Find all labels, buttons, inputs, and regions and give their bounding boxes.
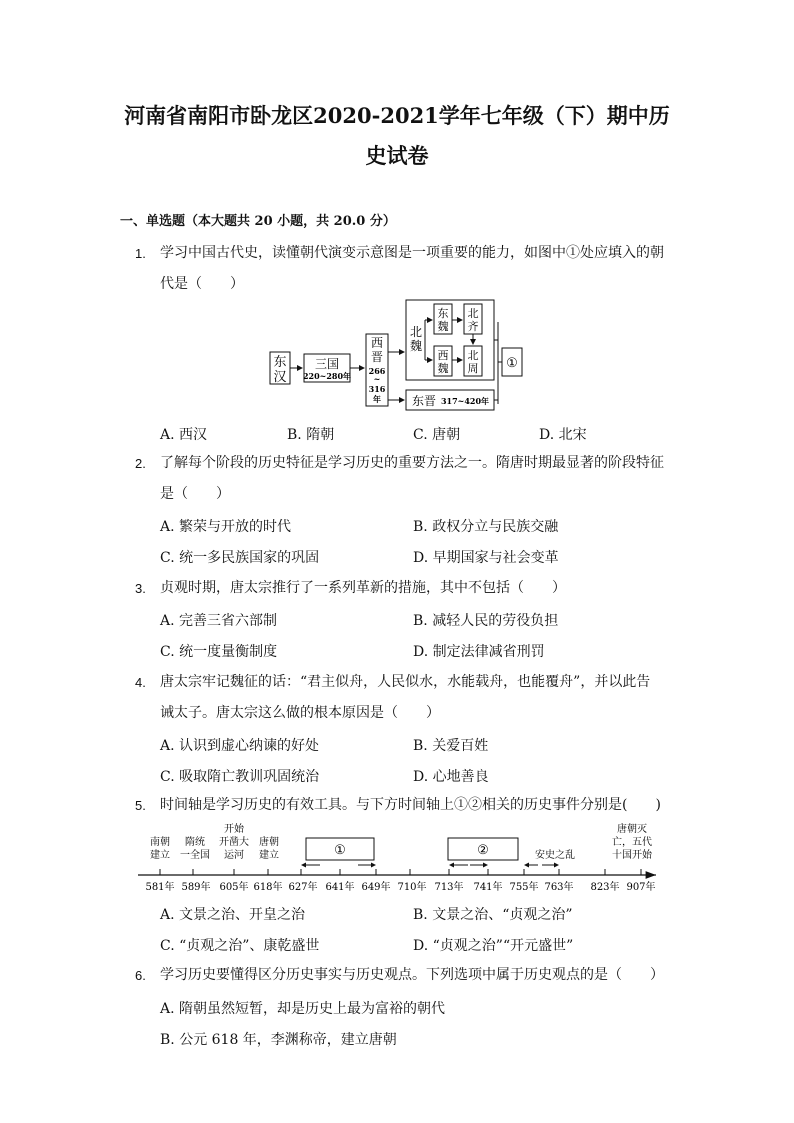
event-canal-2: 开凿大 xyxy=(219,837,249,848)
question-3-text-line-1: 贞观时期，唐太宗推行了一系列革新的措施，其中不包括（ ） xyxy=(160,580,566,596)
question-6-number: 6. xyxy=(135,968,146,983)
timeline-diagram xyxy=(138,820,662,896)
event-tang-2: 建立 xyxy=(259,850,279,861)
sanguo-years: 220~280年 xyxy=(302,371,352,381)
question-1-option-a[interactable]: A. 西汉 xyxy=(160,427,208,443)
question-3-option-d[interactable]: D. 制定法律减省刑罚 xyxy=(413,644,545,660)
question-5-text-line-1: 时间轴是学习历史的有效工具。与下方时间轴上①②相关的历史事件分别是( ) xyxy=(160,797,661,813)
question-2-text-line-2: 是（ ） xyxy=(160,486,230,502)
year-label: 589年 xyxy=(181,882,211,893)
question-2-number: 2. xyxy=(135,456,146,471)
section-heading: 一、单选题（本大题共 20 小题，共 20.0 分） xyxy=(120,214,396,229)
year-label: 763年 xyxy=(544,882,574,893)
event-suitong-2: 一全国 xyxy=(180,850,210,861)
year-label: 823年 xyxy=(590,882,620,893)
xijin-y2: ~ xyxy=(373,374,381,384)
year-label: 627年 xyxy=(288,882,318,893)
exam-title-line-1: 河南省南阳市卧龙区2020-2021学年七年级（下）期中历 xyxy=(124,103,670,128)
exam-title-line-2: 史试卷 xyxy=(365,143,429,168)
year-label: 755年 xyxy=(509,882,539,893)
question-6-option-a[interactable]: A. 隋朝虽然短暂，却是历史上最为富裕的朝代 xyxy=(160,1001,446,1017)
target-label: ① xyxy=(506,356,518,371)
event-tang-1: 唐朝 xyxy=(259,837,279,848)
question-1-text-line-2: 代是（ ） xyxy=(160,276,244,292)
beizhou-1: 北 xyxy=(467,349,479,362)
question-1-option-c[interactable]: C. 唐朝 xyxy=(413,427,461,443)
beiqi-1: 北 xyxy=(467,307,479,320)
year-label: 581年 xyxy=(145,882,175,893)
question-2-option-b[interactable]: B. 政权分立与民族交融 xyxy=(413,519,559,535)
year-label: 741年 xyxy=(473,882,503,893)
question-2-option-a[interactable]: A. 繁荣与开放的时代 xyxy=(160,519,292,535)
xiwei-1: 西 xyxy=(437,349,449,362)
beiwei-2: 魏 xyxy=(409,339,423,353)
event-canal-1: 开始 xyxy=(224,824,244,835)
question-2-text-line-1: 了解每个阶段的历史特征是学习历史的重要方法之一。隋唐时期最显著的阶段特征 xyxy=(160,455,664,471)
beizhou-2: 周 xyxy=(467,362,479,375)
year-label: 713年 xyxy=(434,882,464,893)
year-label: 907年 xyxy=(626,882,656,893)
year-label: 641年 xyxy=(325,882,355,893)
xijin-y4: 年 xyxy=(373,394,381,404)
dongjin-label: 东晋 xyxy=(411,394,437,408)
question-2-option-d[interactable]: D. 早期国家与社会变革 xyxy=(413,550,559,566)
event-canal-3: 运河 xyxy=(224,850,244,861)
event-anshi: 安史之乱 xyxy=(535,850,575,861)
timeline-box-1-label: ① xyxy=(334,843,346,858)
event-tangend-3: 十国开始 xyxy=(612,850,652,861)
donghan-1: 东 xyxy=(273,355,287,370)
timeline-box-2-label: ② xyxy=(477,843,489,858)
event-tangend-1: 唐朝灭 xyxy=(617,824,647,835)
question-1-text-line-1: 学习中国古代史，读懂朝代演变示意图是一项重要的能力，如图中①处应填入的朝 xyxy=(160,245,664,261)
question-4-option-a[interactable]: A. 认识到虚心纳谏的好处 xyxy=(160,738,320,754)
question-2-option-c[interactable]: C. 统一多民族国家的巩固 xyxy=(160,550,320,566)
question-4-text-line-1: 唐太宗牢记魏征的话：“君主似舟，人民似水，水能载舟，也能覆舟”，并以此告 xyxy=(160,674,651,690)
event-suitong-1: 隋统 xyxy=(185,837,205,848)
beiwei-1: 北 xyxy=(409,325,423,339)
question-5-number: 5. xyxy=(135,798,146,813)
question-6-option-b[interactable]: B. 公元 618 年，李渊称帝，建立唐朝 xyxy=(160,1032,397,1048)
xijin-1: 西 xyxy=(370,336,384,350)
question-3-number: 3. xyxy=(135,581,146,596)
xiwei-2: 魏 xyxy=(437,362,449,375)
question-1-option-b[interactable]: B. 隋朝 xyxy=(287,427,335,443)
event-nanchao-2: 建立 xyxy=(150,850,170,861)
question-4-number: 4. xyxy=(135,675,146,690)
xijin-y1: 266 xyxy=(368,366,386,376)
xijin-y3: 316 xyxy=(368,384,386,394)
question-5-option-a[interactable]: A. 文景之治、开皇之治 xyxy=(160,907,306,923)
donghan-2: 汉 xyxy=(273,370,287,385)
question-3-option-c[interactable]: C. 统一度量衡制度 xyxy=(160,644,278,660)
question-4-option-b[interactable]: B. 关爱百姓 xyxy=(413,738,489,754)
dongwei-2: 魏 xyxy=(437,320,449,333)
event-tangend-2: 亡，五代 xyxy=(612,837,652,848)
year-label: 649年 xyxy=(361,882,391,893)
question-1-option-d[interactable]: D. 北宋 xyxy=(539,427,587,443)
sanguo-label: 三国 xyxy=(314,357,340,371)
year-label: 618年 xyxy=(253,882,283,893)
dynasty-diagram xyxy=(260,296,530,416)
beiqi-2: 齐 xyxy=(467,320,479,333)
question-3-option-a[interactable]: A. 完善三省六部制 xyxy=(160,613,278,629)
question-5-option-c[interactable]: C. “贞观之治”、康乾盛世 xyxy=(160,938,320,954)
question-5-option-b[interactable]: B. 文景之治、“贞观之治” xyxy=(413,907,573,923)
dongjin-years: 317~420年 xyxy=(440,396,490,406)
xijin-2: 晋 xyxy=(370,350,384,364)
question-4-option-c[interactable]: C. 吸取隋亡教训巩固统治 xyxy=(160,769,320,785)
question-4-text-line-2: 诫太子。唐太宗这么做的根本原因是（ ） xyxy=(160,705,440,721)
question-4-option-d[interactable]: D. 心地善良 xyxy=(413,769,489,785)
question-1-number: 1. xyxy=(135,246,146,261)
question-6-text-line-1: 学习历史要懂得区分历史事实与历史观点。下列选项中属于历史观点的是（ ） xyxy=(160,967,664,983)
year-label: 605年 xyxy=(219,882,249,893)
question-5-option-d[interactable]: D. “贞观之治”“开元盛世” xyxy=(413,938,574,954)
year-label: 710年 xyxy=(397,882,427,893)
question-3-option-b[interactable]: B. 减轻人民的劳役负担 xyxy=(413,613,559,629)
dongwei-1: 东 xyxy=(437,307,449,320)
event-nanchao-1: 南朝 xyxy=(150,837,170,848)
